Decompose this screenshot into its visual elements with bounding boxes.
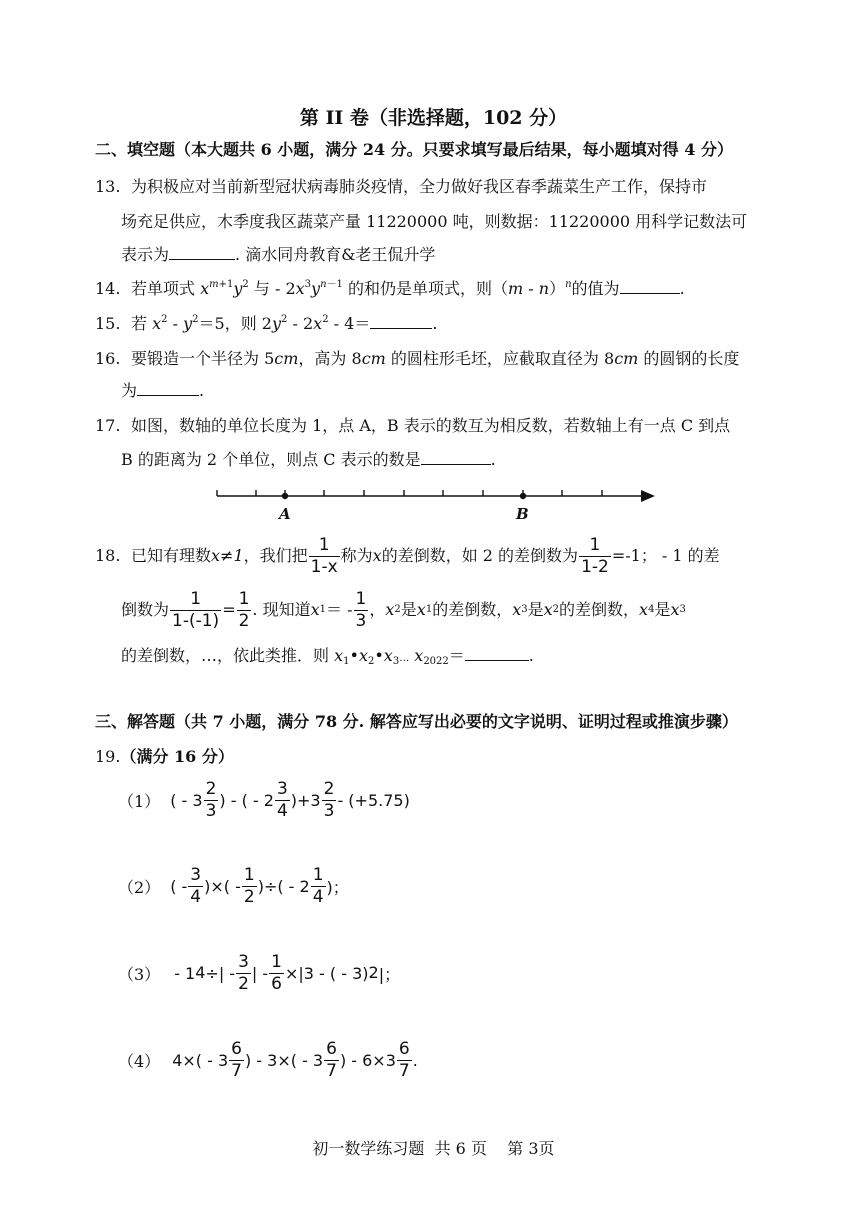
q16-text-d: 的圆钢的长度 xyxy=(638,349,740,368)
fraction: $\frac{6}{7}$ xyxy=(398,1038,410,1081)
page-footer: 初一数学练习题 共 6 页 第 3页 xyxy=(312,1139,555,1158)
fraction: $\frac{3}{2}$ xyxy=(238,951,249,994)
fraction: $\frac{3}{4}$ xyxy=(276,778,288,821)
expr-text: |； xyxy=(378,964,401,984)
q18-text: x≠1 xyxy=(211,546,244,565)
expr-text: . xyxy=(412,1050,418,1070)
fraction: $\frac{1}{6}$ xyxy=(271,951,282,994)
answer-blank[interactable] xyxy=(465,645,529,661)
fraction: $\frac{3}{4}$ xyxy=(190,864,202,907)
q15-text-a: 若 xyxy=(131,314,153,333)
q18-text: 是 xyxy=(527,600,544,619)
expr-text: - 1 xyxy=(174,963,196,983)
expr-text: ) - 6×3 xyxy=(339,1050,396,1070)
q16-line1 xyxy=(131,348,739,370)
fraction: $\frac{1}{2}$ xyxy=(238,588,250,631)
q14-text-a: 若单项式 xyxy=(131,279,201,298)
problem-1 xyxy=(118,775,410,825)
unit: cm xyxy=(274,349,299,368)
q15-text-b: ，则 2 xyxy=(224,314,272,333)
q18-text: . 现知道 xyxy=(252,600,311,619)
q16-number: 16. xyxy=(95,349,121,368)
q13-text-a: 表示为 xyxy=(121,245,170,264)
q14-text-d: ） xyxy=(549,279,566,298)
unit: cm xyxy=(614,349,639,368)
q18-text: ＝ xyxy=(448,646,465,665)
q18-text: x xyxy=(372,546,382,565)
q19-title: （满分 16 分） xyxy=(120,747,234,766)
expr-text: ) - 3×( - 3 xyxy=(244,1050,324,1070)
fraction: $\frac{6}{7}$ xyxy=(231,1038,242,1081)
q18-text: 的差倒数， xyxy=(432,600,513,619)
answer-blank[interactable] xyxy=(370,313,432,329)
q14-text-b: 与 - 2 xyxy=(248,279,296,298)
q15-text-e: . xyxy=(432,314,438,333)
q15-number: 15. xyxy=(95,314,121,333)
problem-label: （1） xyxy=(118,791,161,811)
q16-text-b: ，高为 8 xyxy=(298,349,362,368)
q13-line3 xyxy=(121,244,435,266)
q13-text-b: . 滴水同舟教育&老王侃升学 xyxy=(235,245,436,264)
q16-text-c: 的圆柱形毛坯，应截取直径为 8 xyxy=(385,349,615,368)
q18-text: 是 xyxy=(654,600,671,619)
fraction: $\frac{1}{3}$ xyxy=(355,588,367,631)
problem-label: （4） xyxy=(118,1051,161,1071)
expr-text: | - xyxy=(251,963,269,983)
q13-line1: 为积极应对当前新型冠状病毒肺炎疫情，全力做好我区春季蔬菜生产工作，保持市 xyxy=(131,177,708,196)
expr-text: ( - xyxy=(170,876,188,896)
q18-text: 的差倒数，…，依此类推．则 xyxy=(121,646,335,665)
q17-number: 17. xyxy=(95,416,121,435)
q18-text: 称为 xyxy=(340,546,373,565)
label-a: A xyxy=(279,505,291,523)
q14-text-f: . xyxy=(679,279,685,298)
answer-blank[interactable] xyxy=(421,449,491,465)
q18-line1 xyxy=(131,533,720,579)
expr-text: ×|3 - ( - 3) xyxy=(284,963,369,983)
q18-text: 的差倒数， xyxy=(559,600,640,619)
expr-text: ) - ( - 2 xyxy=(219,790,274,810)
q18-text: = xyxy=(222,600,236,619)
q15-text: 若 $x^2 - y^2=5$，则 $2y^2 - 2x^2 - 4=$ . xyxy=(131,314,438,333)
q18-text: . xyxy=(528,646,534,665)
q15-text-c: - 2 xyxy=(287,314,314,333)
q13-number: 13. xyxy=(95,177,121,196)
q18-line3: 的差倒数，…，依此类推．则 $x_1•x_2•x_3\dots$ $x_{2022}=$ . xyxy=(121,646,534,667)
expr-text: )×( - xyxy=(204,876,241,896)
fraction: $\frac{1}{4}$ xyxy=(312,864,324,907)
expr-text: ÷| - xyxy=(205,963,236,983)
q18-line2: 倒数为 $\frac{1}{1-(-1)}$ = $\frac{1}{2}$ . 现知道 x 1 ＝ - $\frac{1}{3}$ ， x 2 是 x 1 的差倒数， x 3 是 x 2 的差倒数， x 4 是 x 3 xyxy=(121,588,686,631)
expr-text: )÷( - 2 xyxy=(257,876,310,896)
q19-header xyxy=(95,746,234,768)
number-line-diagram xyxy=(205,482,665,524)
q16-text-a: 要锻造一个半径为 5 xyxy=(131,349,275,368)
fraction: $\frac{1}{1-2}$ xyxy=(581,534,609,577)
problem-label: （2） xyxy=(118,877,161,897)
q18-text: ＝ - xyxy=(326,600,353,619)
problem-label: （3） xyxy=(118,964,161,984)
problem-3: （3） - 1 4 ÷| - $\frac{3}{2}$ | - $\frac{1}{6}$ ×|3 - ( - 3) 2 |； xyxy=(118,951,401,994)
solve-section-header: 三、解答题（共 7 小题，满分 78 分. 解答应写出必要的文字说明、证明过程或推演步骤） xyxy=(95,712,738,731)
answer-blank[interactable] xyxy=(137,380,199,396)
label-b: B xyxy=(516,505,529,523)
q14-number: 14. xyxy=(95,279,121,298)
q19-number: 19. xyxy=(95,747,121,766)
expr-text: )+3 xyxy=(290,790,321,810)
expr-text: ( - 3 xyxy=(170,790,203,810)
fraction: $\frac{1}{1-x}$ xyxy=(310,534,338,577)
fraction: $\frac{2}{3}$ xyxy=(205,778,217,821)
fraction: $\frac{2}{3}$ xyxy=(323,778,335,821)
q14-text-c: 的和仍是单项式，则（ xyxy=(342,279,509,298)
tick-marks xyxy=(217,490,602,496)
q18-text: 倒数为 xyxy=(121,600,170,619)
problem-4 xyxy=(118,1035,418,1085)
q14-text: 若单项式 $x^{m+1}y^2$ 与 - $2x^3y^{n-1}$ 的和仍是单项式，则（m - n）$^n$的值为 . xyxy=(131,279,685,298)
fraction: $\frac{6}{7}$ xyxy=(326,1038,337,1081)
fill-section-header: 二、填空题（本大题共 6 小题，满分 24 分。只要求填写最后结果，每小题填对得 4 分） xyxy=(95,140,733,159)
fraction: $\frac{1}{1-(-1)}$ xyxy=(172,588,220,631)
unit: cm xyxy=(361,349,386,368)
answer-blank[interactable] xyxy=(620,278,680,294)
point-a xyxy=(282,493,288,499)
q16-text-f: . xyxy=(199,381,205,400)
point-b xyxy=(520,493,526,499)
q16-line2 xyxy=(121,380,204,402)
fraction: $\frac{1}{2}$ xyxy=(243,864,255,907)
q18-number: 18. xyxy=(95,546,121,565)
q17-text-end: . xyxy=(490,450,496,469)
q18-text: ，我们把 xyxy=(243,546,308,565)
q18-text: 的差倒数，如 2 的差倒数为 xyxy=(381,546,579,565)
expr-text: 4×( - 3 xyxy=(172,1050,229,1070)
q13-line2: 场充足供应，木季度我区蔬菜产量 11220000 吨，则数据：11220000 用科学记数法可 xyxy=(121,212,748,231)
answer-blank[interactable] xyxy=(169,244,235,260)
q17-line1: 如图，数轴的单位长度为 1，点 A，B 表示的数互为相反数，若数轴上有一点 C 到点 xyxy=(131,416,731,435)
q18-text: 是 xyxy=(400,600,417,619)
axis-arrow xyxy=(641,490,655,502)
q14-text-e: 的值为 xyxy=(571,279,620,298)
q16-text-e: 为 xyxy=(121,381,138,400)
section-title: 第 II 卷（非选择题，102 分） xyxy=(299,107,568,129)
q18-text: =-1； - 1 的差 xyxy=(611,546,720,565)
q17-line2 xyxy=(121,449,496,471)
problem-2 xyxy=(118,861,349,911)
q15-text-d: - 4＝ xyxy=(328,314,371,333)
q18-text: 已知有理数 xyxy=(131,546,212,565)
expr-text: )； xyxy=(326,877,349,897)
q17-text: B 的距离为 2 个单位，则点 C 表示的数是 xyxy=(121,450,421,469)
expr-text: - (+5.75) xyxy=(337,790,410,810)
